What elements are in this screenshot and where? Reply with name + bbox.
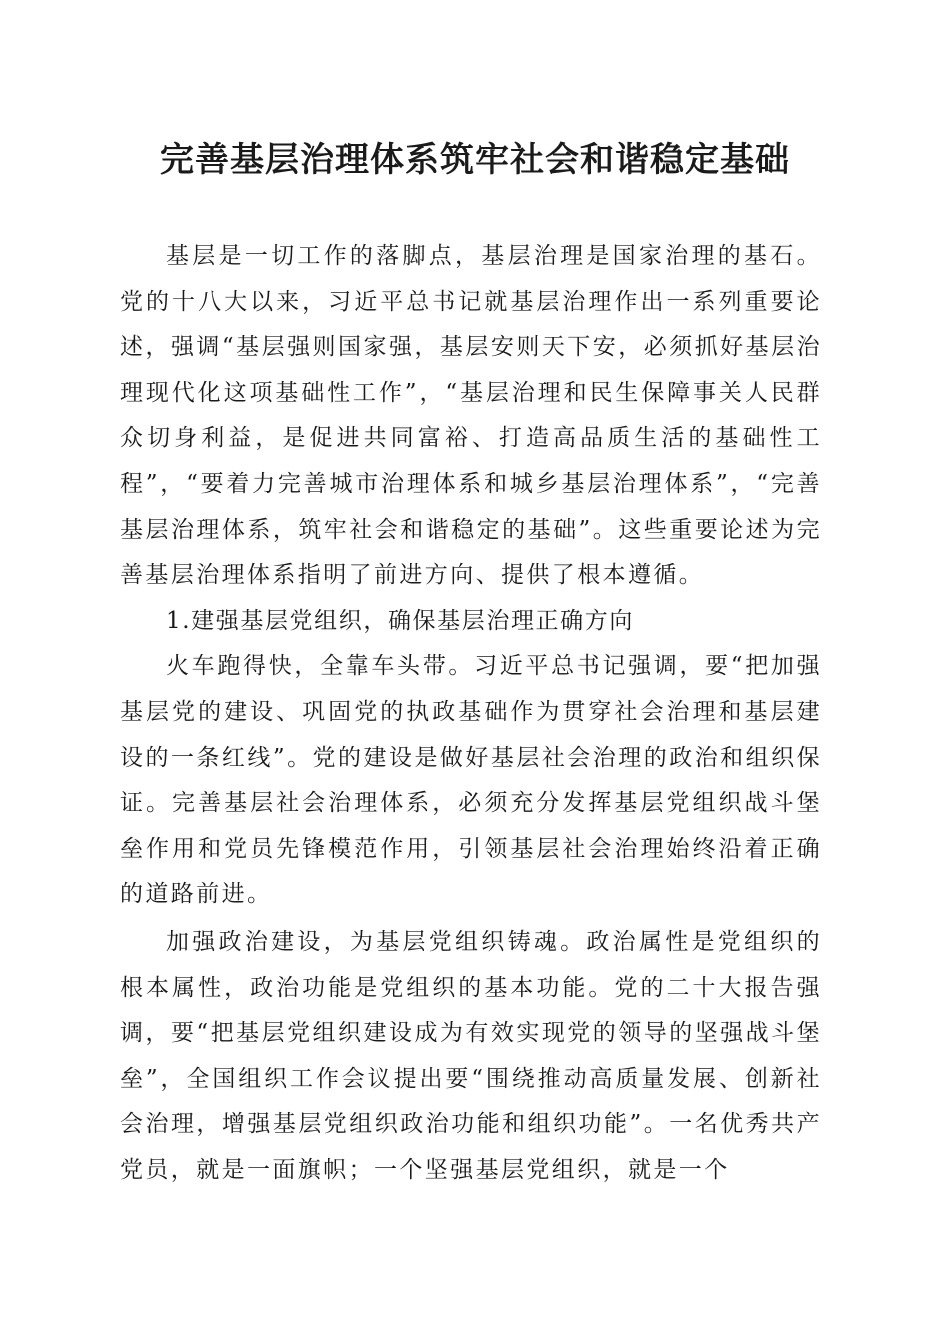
section-paragraph-1: 火车跑得快，全靠车头带。习近平总书记强调，要“把加强基层党的建设、巩固党的执政基础作为贯穿社会治理和基层建设的一条红线”。党的建设是做好基层社会治理的政治和组织保证。完善基层社会治理体系，必须充分发挥基层党组织战斗堡垒作用和党员先锋模范作用，引领基层社会治理始终沿着正确的道路前进。: [120, 653, 822, 908]
section-heading-1: 1.建强基层党组织，确保基层治理正确方向: [166, 607, 634, 634]
document-body: [120, 234, 822, 1193]
document-title: 完善基层治理体系筑牢社会和谐稳定基础: [160, 140, 790, 180]
section-paragraph-2: 加强政治建设，为基层党组织铸魂。政治属性是党组织的根本属性，政治功能是党组织的基本功能。党的二十大报告强调，要“把基层党组织建设成为有效实现党的领导的坚强战斗堡垒”，全国组织工作会议提出要“围绕推动高质量发展、创新社会治理，增强基层党组织政治功能和组织功能”。一名优秀共产党员，就是一面旗帜；一个坚强基层党组织，就是一个: [120, 928, 822, 1183]
intro-paragraph: 基层是一切工作的落脚点，基层治理是国家治理的基石。党的十八大以来，习近平总书记就基层治理作出一系列重要论述，强调“基层强则国家强，基层安则天下安，必须抓好基层治理现代化这项基础性工作”，“基层治理和民生保障事关人民群众切身利益，是促进共同富裕、打造高品质生活的基础性工程”，“要着力完善城市治理体系和城乡基层治理体系”，“完善基层治理体系，筑牢社会和谐稳定的基础”。这些重要论述为完善基层治理体系指明了前进方向、提供了根本遵循。: [120, 243, 822, 589]
